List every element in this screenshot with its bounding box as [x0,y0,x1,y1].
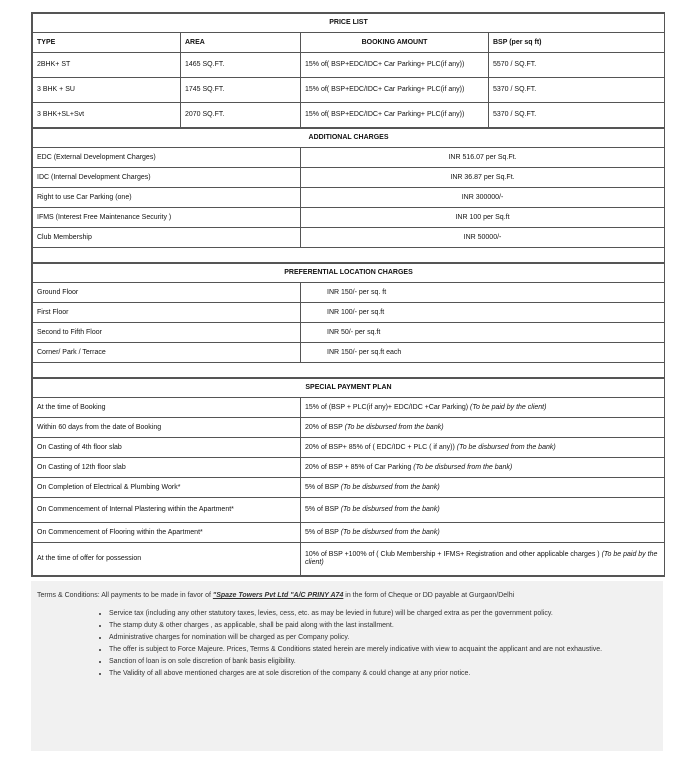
payment-stage: On Casting of 4th floor slab [33,438,301,458]
terms-list [31,609,663,679]
payment-amount: 20% of BSP+ 85% of ( EDC/IDC + PLC ( if any)) (To be disbursed from the bank) [301,438,665,458]
payment-amount: 5% of BSP (To be disbursed from the bank) [301,478,665,498]
table-row [33,148,665,168]
terms-bullet: • The stamp duty & other charges , as applicable, shall be paid along with the last installment. [109,621,647,631]
plc-value: INR 50/- per sq.ft [301,323,665,343]
payment-amount: 5% of BSP (To be disbursed from the bank) [301,523,665,543]
table-row [33,478,665,498]
payee-name: "Spaze Towers Pvt Ltd "A/C PRINY A74 [212,592,344,599]
charge-value: INR 50000/- [301,228,665,248]
plc-label: Corner/ Park / Terrace [33,343,301,363]
header-area: AREA [181,33,301,53]
unit-bsp: 5570 / SQ.FT. [489,53,665,78]
additional-charges-title: ADDITIONAL CHARGES [33,129,665,148]
payment-stage: On Casting of 12th floor slab [33,458,301,478]
table-row [33,523,665,543]
terms-intro: Terms & Conditions: All payments to be made in favor of "Spaze Towers Pvt Ltd "A/C PRINY A74 in the form of Cheque or DD payable at Gurgaon/Delhi [37,592,515,599]
table-row [33,283,665,303]
price-list-title: PRICE LIST [33,14,665,33]
header-bsp: BSP (per sq ft) [489,33,665,53]
payment-amount: 20% of BSP (To be disbursed from the bank) [301,418,665,438]
charge-value: INR 36.87 per Sq.Ft. [301,168,665,188]
charge-label: Right to use Car Parking (one) [33,188,301,208]
terms-bullet: • Sanction of loan is on sole discretion of bank basis eligibility. [109,657,647,667]
charge-value: INR 100 per Sq.ft [301,208,665,228]
unit-bsp: 5370 / SQ.FT. [489,78,665,103]
plc-title: PREFERENTIAL LOCATION CHARGES [33,264,665,283]
table-row [33,53,665,78]
table-row [33,78,665,103]
terms-bullet: • The offer is subject to Force Majeure. Prices, Terms & Conditions stated herein are merely indicative with view to acquaint the applicant and are not exhaustive. [109,645,647,655]
payment-plan-table [32,378,665,576]
unit-type: 3 BHK + SU [33,78,181,103]
payment-amount: 15% of (BSP + PLC(if any)+ EDC/IDC +Car Parking) (To be paid by the client) [301,398,665,418]
table-row [33,343,665,363]
table-row [33,398,665,418]
plc-label: First Floor [33,303,301,323]
payment-stage: At the time of Booking [33,398,301,418]
payment-note: (To be disbursed from the bank) [340,506,440,513]
payment-amount: 5% of BSP (To be disbursed from the bank) [301,498,665,523]
charge-label: Club Membership [33,228,301,248]
booking-amount: 15% of( BSP+EDC/IDC+ Car Parking+ PLC(if any)) [301,103,489,128]
table-row [33,438,665,458]
price-sheet [31,12,665,577]
unit-area: 1465 SQ.FT. [181,53,301,78]
table-row [33,168,665,188]
table-row [33,498,665,523]
payment-plan-title: SPECIAL PAYMENT PLAN [33,379,665,398]
terms-bullet: • Administrative charges for nomination will be charged as per Company policy. [109,633,647,643]
unit-type: 2BHK+ ST [33,53,181,78]
spacer-row [33,248,665,263]
unit-bsp: 5370 / SQ.FT. [489,103,665,128]
payment-stage: On Commencement of Flooring within the Apartment* [33,523,301,543]
charge-label: IDC (Internal Development Charges) [33,168,301,188]
plc-table [32,263,665,378]
payment-note: (To be disbursed from the bank) [413,463,513,471]
spacer-row [33,363,665,378]
table-row [33,228,665,248]
booking-amount: 15% of( BSP+EDC/IDC+ Car Parking+ PLC(if any)) [301,78,489,103]
table-row [33,208,665,228]
table-row [33,188,665,208]
plc-value: INR 150/- per sq.ft each [301,343,665,363]
plc-value: INR 150/- per sq. ft [301,283,665,303]
unit-area: 1745 SQ.FT. [181,78,301,103]
payment-stage: At the time of offer for possession [33,543,301,576]
charge-label: EDC (External Development Charges) [33,148,301,168]
booking-amount: 15% of( BSP+EDC/IDC+ Car Parking+ PLC(if any)) [301,53,489,78]
charge-value: INR 300000/- [301,188,665,208]
additional-charges-table [32,128,665,263]
payment-note: (To be disbursed from the bank) [340,483,440,491]
table-row [33,458,665,478]
terms-bullet: • Service tax (including any other statutory taxes, levies, cess, etc. as may be levied in future) will be charged extra as per the government policy. [109,609,647,619]
plc-label: Second to Fifth Floor [33,323,301,343]
header-type: TYPE [33,33,181,53]
plc-value: INR 100/- per sq.ft [301,303,665,323]
payment-note: (To be disbursed from the bank) [344,423,444,431]
payment-note: (To be paid by the client) [470,403,547,411]
table-row [33,418,665,438]
payment-note: (To be paid by the client) [305,551,658,566]
price-table [32,13,665,128]
charge-label: IFMS (Interest Free Maintenance Security ) [33,208,301,228]
charge-value: INR 516.07 per Sq.Ft. [301,148,665,168]
terms-section [31,581,663,751]
terms-bullet: • The Validity of all above mentioned charges are at sole discretion of the company & could change at any prior notice. [109,669,647,679]
payment-amount: 20% of BSP + 85% of Car Parking (To be disbursed from the bank) [301,458,665,478]
plc-label: Ground Floor [33,283,301,303]
payment-stage: On Commencement of Internal Plastering within the Apartment* [33,498,301,523]
payment-amount: 10% of BSP +100% of ( Club Membership + IFMS+ Registration and other applicable charges ) (To be paid by the client) [301,543,665,576]
header-booking-amount: BOOKING AMOUNT [301,33,489,53]
payment-note: (To be disbursed from the bank) [456,443,556,451]
table-row [33,303,665,323]
table-row [33,543,665,576]
table-row [33,323,665,343]
table-row [33,103,665,128]
payment-stage: Within 60 days from the date of Booking [33,418,301,438]
payment-note: (To be disbursed from the bank) [340,528,440,536]
payment-stage: On Completion of Electrical & Plumbing Work* [33,478,301,498]
unit-type: 3 BHK+SL+Svt [33,103,181,128]
unit-area: 2070 SQ.FT. [181,103,301,128]
